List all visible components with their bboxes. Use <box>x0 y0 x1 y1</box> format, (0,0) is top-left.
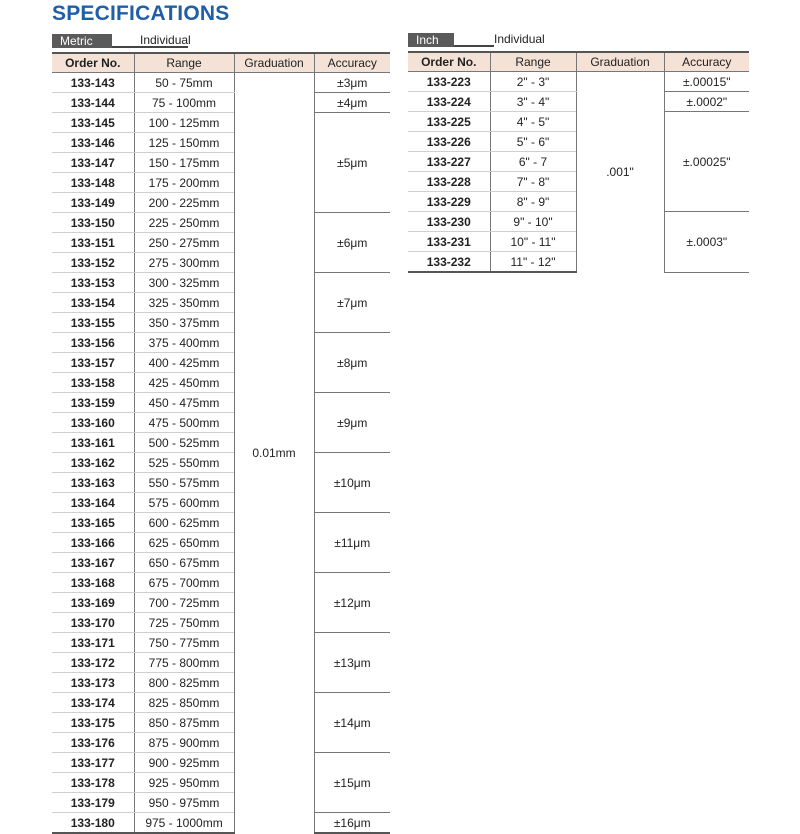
metric-range-cell: 100 - 125mm <box>134 113 234 133</box>
inch-range-cell: 5" - 6" <box>490 132 576 152</box>
metric-table-row <box>52 453 390 473</box>
metric-table-row <box>52 753 390 773</box>
metric-range-cell: 775 - 800mm <box>134 653 234 673</box>
metric-table-row <box>52 633 390 653</box>
metric-range-cell: 75 - 100mm <box>134 93 234 113</box>
inch-range-cell: 6" - 7 <box>490 152 576 172</box>
metric-order-no-cell: 133-144 <box>52 93 134 113</box>
metric-subtitle: Individual <box>140 33 191 47</box>
inch-order-no-cell: 133-228 <box>408 172 490 192</box>
inch-order-no-cell: 133-224 <box>408 92 490 112</box>
metric-order-no-cell: 133-143 <box>52 73 134 93</box>
metric-order-no-cell: 133-180 <box>52 813 134 834</box>
inch-tag-underline <box>454 45 494 47</box>
metric-order-no-cell: 133-167 <box>52 553 134 573</box>
metric-accuracy-cell: ±10μm <box>314 453 390 513</box>
metric-order-no-cell: 133-149 <box>52 193 134 213</box>
inch-order-no-cell: 133-227 <box>408 152 490 172</box>
metric-range-cell: 675 - 700mm <box>134 573 234 593</box>
metric-table-row <box>52 213 390 233</box>
metric-header-row <box>52 53 390 73</box>
inch-header-order-no: Order No. <box>408 52 490 72</box>
metric-range-cell: 800 - 825mm <box>134 673 234 693</box>
metric-range-cell: 950 - 975mm <box>134 793 234 813</box>
inch-range-cell: 10" - 11" <box>490 232 576 252</box>
metric-accuracy-cell: ±8μm <box>314 333 390 393</box>
metric-header-range: Range <box>134 53 234 73</box>
metric-order-no-cell: 133-175 <box>52 713 134 733</box>
metric-accuracy-cell: ±12μm <box>314 573 390 633</box>
metric-table-row <box>52 93 390 113</box>
metric-range-cell: 525 - 550mm <box>134 453 234 473</box>
metric-order-no-cell: 133-148 <box>52 173 134 193</box>
metric-order-no-cell: 133-177 <box>52 753 134 773</box>
metric-order-no-cell: 133-151 <box>52 233 134 253</box>
metric-order-no-cell: 133-158 <box>52 373 134 393</box>
metric-range-cell: 50 - 75mm <box>134 73 234 93</box>
metric-table-row <box>52 813 390 834</box>
metric-range-cell: 150 - 175mm <box>134 153 234 173</box>
metric-table-body <box>52 73 390 834</box>
metric-order-no-cell: 133-154 <box>52 293 134 313</box>
metric-order-no-cell: 133-159 <box>52 393 134 413</box>
metric-header-accuracy: Accuracy <box>314 53 390 73</box>
metric-spec-table <box>52 52 390 834</box>
metric-table-row <box>52 573 390 593</box>
metric-accuracy-cell: ±3μm <box>314 73 390 93</box>
inch-range-cell: 9" - 10" <box>490 212 576 232</box>
metric-range-cell: 450 - 475mm <box>134 393 234 413</box>
metric-range-cell: 375 - 400mm <box>134 333 234 353</box>
metric-range-cell: 425 - 450mm <box>134 373 234 393</box>
metric-range-cell: 975 - 1000mm <box>134 813 234 834</box>
metric-order-no-cell: 133-176 <box>52 733 134 753</box>
metric-accuracy-cell: ±15μm <box>314 753 390 813</box>
metric-table-row <box>52 73 390 93</box>
metric-order-no-cell: 133-165 <box>52 513 134 533</box>
metric-order-no-cell: 133-179 <box>52 793 134 813</box>
metric-range-cell: 725 - 750mm <box>134 613 234 633</box>
inch-order-no-cell: 133-231 <box>408 232 490 252</box>
inch-header-row <box>408 52 749 72</box>
inch-range-cell: 8" - 9" <box>490 192 576 212</box>
metric-accuracy-cell: ±5μm <box>314 113 390 213</box>
metric-range-cell: 650 - 675mm <box>134 553 234 573</box>
metric-order-no-cell: 133-153 <box>52 273 134 293</box>
metric-range-cell: 925 - 950mm <box>134 773 234 793</box>
metric-header-order-no: Order No. <box>52 53 134 73</box>
inch-range-cell: 2" - 3" <box>490 72 576 92</box>
metric-order-no-cell: 133-171 <box>52 633 134 653</box>
inch-graduation-cell: .001" <box>576 72 664 273</box>
metric-order-no-cell: 133-147 <box>52 153 134 173</box>
inch-table-body <box>408 72 749 273</box>
metric-table-row <box>52 513 390 533</box>
inch-header-range: Range <box>490 52 576 72</box>
metric-range-cell: 550 - 575mm <box>134 473 234 493</box>
inch-accuracy-cell: ±.0003" <box>664 212 749 273</box>
inch-order-no-cell: 133-225 <box>408 112 490 132</box>
metric-table-row <box>52 273 390 293</box>
metric-order-no-cell: 133-164 <box>52 493 134 513</box>
metric-range-cell: 500 - 525mm <box>134 433 234 453</box>
metric-order-no-cell: 133-156 <box>52 333 134 353</box>
metric-range-cell: 125 - 150mm <box>134 133 234 153</box>
inch-range-cell: 11" - 12" <box>490 252 576 273</box>
metric-range-cell: 600 - 625mm <box>134 513 234 533</box>
metric-order-no-cell: 133-166 <box>52 533 134 553</box>
metric-table-row <box>52 393 390 413</box>
metric-accuracy-cell: ±9μm <box>314 393 390 453</box>
inch-table-row <box>408 72 749 92</box>
metric-range-cell: 750 - 775mm <box>134 633 234 653</box>
metric-table-row <box>52 113 390 133</box>
inch-header-accuracy: Accuracy <box>664 52 749 72</box>
metric-range-cell: 875 - 900mm <box>134 733 234 753</box>
inch-accuracy-cell: ±.00015" <box>664 72 749 92</box>
metric-accuracy-cell: ±11μm <box>314 513 390 573</box>
inch-header-graduation: Graduation <box>576 52 664 72</box>
metric-table-row <box>52 693 390 713</box>
metric-accuracy-cell: ±13μm <box>314 633 390 693</box>
metric-order-no-cell: 133-163 <box>52 473 134 493</box>
inch-order-no-cell: 133-232 <box>408 252 490 273</box>
inch-range-cell: 7" - 8" <box>490 172 576 192</box>
metric-range-cell: 475 - 500mm <box>134 413 234 433</box>
metric-order-no-cell: 133-152 <box>52 253 134 273</box>
metric-order-no-cell: 133-161 <box>52 433 134 453</box>
metric-order-no-cell: 133-160 <box>52 413 134 433</box>
page-title: SPECIFICATIONS <box>52 2 230 25</box>
metric-order-no-cell: 133-157 <box>52 353 134 373</box>
inch-spec-table <box>408 51 749 273</box>
metric-order-no-cell: 133-146 <box>52 133 134 153</box>
metric-range-cell: 575 - 600mm <box>134 493 234 513</box>
metric-accuracy-cell: ±4μm <box>314 93 390 113</box>
inch-subtitle: Individual <box>494 32 545 46</box>
metric-table-row <box>52 333 390 353</box>
metric-order-no-cell: 133-168 <box>52 573 134 593</box>
metric-accuracy-cell: ±16μm <box>314 813 390 834</box>
metric-range-cell: 250 - 275mm <box>134 233 234 253</box>
metric-range-cell: 275 - 300mm <box>134 253 234 273</box>
metric-accuracy-cell: ±14μm <box>314 693 390 753</box>
inch-accuracy-cell: ±.0002" <box>664 92 749 112</box>
inch-section-label <box>408 33 558 47</box>
inch-accuracy-cell: ±.00025" <box>664 112 749 212</box>
inch-order-no-cell: 133-229 <box>408 192 490 212</box>
metric-range-cell: 825 - 850mm <box>134 693 234 713</box>
metric-order-no-cell: 133-169 <box>52 593 134 613</box>
metric-order-no-cell: 133-155 <box>52 313 134 333</box>
inch-order-no-cell: 133-223 <box>408 72 490 92</box>
metric-range-cell: 900 - 925mm <box>134 753 234 773</box>
metric-range-cell: 625 - 650mm <box>134 533 234 553</box>
metric-range-cell: 300 - 325mm <box>134 273 234 293</box>
metric-order-no-cell: 133-170 <box>52 613 134 633</box>
inch-range-cell: 4" - 5" <box>490 112 576 132</box>
metric-range-cell: 400 - 425mm <box>134 353 234 373</box>
metric-order-no-cell: 133-145 <box>52 113 134 133</box>
metric-range-cell: 225 - 250mm <box>134 213 234 233</box>
metric-range-cell: 200 - 225mm <box>134 193 234 213</box>
metric-range-cell: 850 - 875mm <box>134 713 234 733</box>
inch-tag: Inch <box>408 33 454 47</box>
metric-range-cell: 325 - 350mm <box>134 293 234 313</box>
metric-accuracy-cell: ±7μm <box>314 273 390 333</box>
inch-order-no-cell: 133-226 <box>408 132 490 152</box>
inch-order-no-cell: 133-230 <box>408 212 490 232</box>
metric-order-no-cell: 133-172 <box>52 653 134 673</box>
inch-range-cell: 3" - 4" <box>490 92 576 112</box>
metric-order-no-cell: 133-178 <box>52 773 134 793</box>
metric-accuracy-cell: ±6μm <box>314 213 390 273</box>
metric-graduation-cell: 0.01mm <box>234 73 314 834</box>
metric-header-graduation: Graduation <box>234 53 314 73</box>
metric-order-no-cell: 133-174 <box>52 693 134 713</box>
metric-order-no-cell: 133-173 <box>52 673 134 693</box>
metric-section-label <box>52 34 202 48</box>
metric-tag: Metric <box>52 34 112 48</box>
metric-range-cell: 175 - 200mm <box>134 173 234 193</box>
metric-range-cell: 350 - 375mm <box>134 313 234 333</box>
metric-range-cell: 700 - 725mm <box>134 593 234 613</box>
metric-order-no-cell: 133-162 <box>52 453 134 473</box>
metric-order-no-cell: 133-150 <box>52 213 134 233</box>
